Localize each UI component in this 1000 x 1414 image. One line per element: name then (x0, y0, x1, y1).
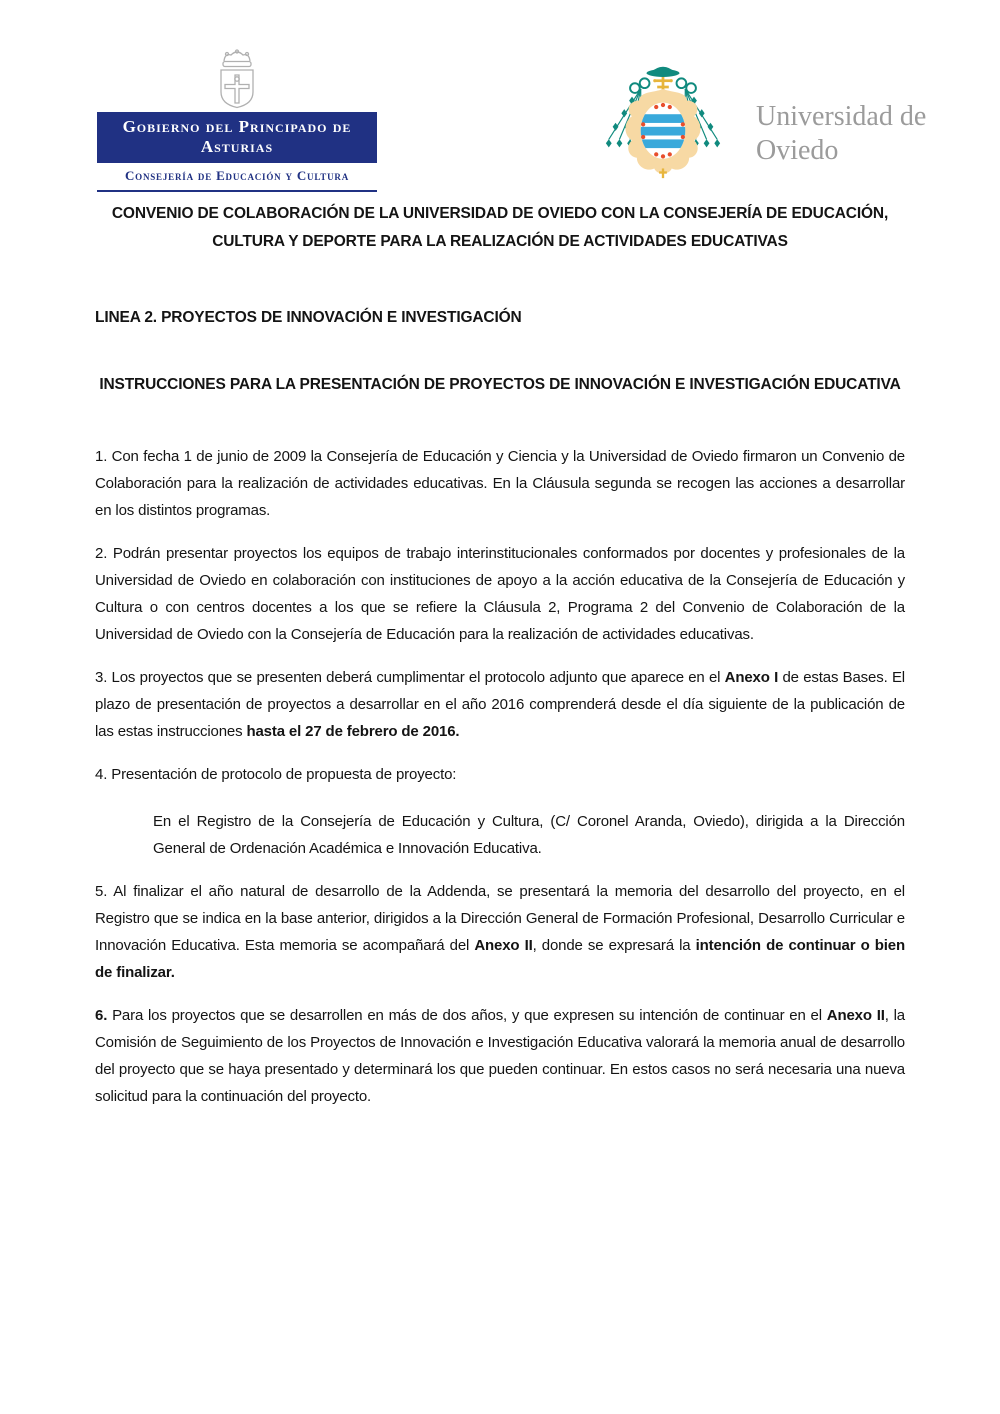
linea-heading: LINEA 2. PROYECTOS DE INNOVACIÓN E INVESTIGACIÓN (95, 309, 522, 326)
paragraph-5 (95, 878, 905, 986)
bold-run-intencion: intención de continuar o bien de finalizar. (95, 937, 905, 981)
asturias-department: Consejería de Educación y Cultura (124, 168, 350, 183)
text-run: de estas Bases. El plazo de presentación de proyectos a desarrollar en el año 2016 comprenderá desde el día siguiente de la publicación de las estas instrucciones (95, 669, 905, 740)
text-run: 5. Al finalizar el año natural de desarrollo de la Addenda, se presentará la memoria del desarrollo del proyecto, en el Registro que se indica en la base anterior, dirigidos a la Dirección General de Formación Profesional, Desarrollo Curricular e Innovación Educativa. Esta memoria se acompañará del (95, 883, 905, 954)
document-title: CONVENIO DE COLABORACIÓN DE LA UNIVERSIDAD DE OVIEDO CON LA CONSEJERÍA DE EDUCACIÓN, CULTURA Y DEPORTE PARA LA REALIZACIÓN DE ACTIVIDADES EDUCATIVAS (111, 205, 889, 250)
text-run: Para los proyectos que se desarrollen en más de dos años, y que expresen su intención de continuar en el (107, 1007, 827, 1024)
paragraph-6 (95, 1002, 905, 1110)
paragraph-1: 1. Con fecha 1 de junio de 2009 la Consejería de Educación y Ciencia y la Universidad de Oviedo firmaron un Convenio de Colaboración para la realización de actividades educativas. En la Cláusula segunda se recogen las acciones a desarrollar en los distintos programas. (95, 448, 905, 519)
paragraph-4-detail: En el Registro de la Consejería de Educación y Cultura, (C/ Coronel Aranda, Oviedo), dirigida a la Dirección General de Ordenación Académica e Innovación Educativa. (153, 813, 905, 857)
paragraph-2: 2. Podrán presentar proyectos los equipos de trabajo interinstitucionales conformados por docentes y profesionales de la Universidad de Oviedo en colaboración con instituciones de apoyo a la acción educativa de la Consejería de Educación y Cultura o con centros docentes a los que se refiere la Cláusula 2, Programa 2 del Convenio de Colaboración de la Universidad de Oviedo con la Consejería de Educación para la realización de actividades educativas. (95, 545, 905, 643)
paragraph-4: 4. Presentación de protocolo de propuesta de proyecto: (95, 766, 457, 783)
oviedo-wordmark-line2: Oviedo (756, 135, 839, 166)
bold-run-number: 6. (95, 1007, 108, 1024)
instrucciones-heading: INSTRUCCIONES PARA LA PRESENTACIÓN DE PROYECTOS DE INNOVACIÓN E INVESTIGACIÓN EDUCATIVA (99, 376, 901, 393)
paragraph-3 (95, 664, 905, 745)
oviedo-crest-icon (600, 60, 726, 182)
bold-run-anexo-i: Anexo I (724, 669, 779, 686)
oviedo-wordmark (756, 100, 926, 168)
bold-run-anexo-ii: Anexo II (826, 1007, 885, 1024)
text-run: 3. Los proyectos que se presenten deberá cumplimentar el protocolo adjunto que aparece en el (95, 669, 725, 686)
bold-run-anexo-ii: Anexo II (474, 937, 533, 954)
asturias-logo (97, 48, 377, 192)
text-run: , la Comisión de Seguimiento de los Proyectos de Innovación e Investigación Educativa valorará la memoria anual de desarrollo del proyecto que se haya presentado y determinará los que pueden continuar. En estos casos no será necesaria una nueva solicitud para la continuación del proyecto. (95, 1007, 905, 1105)
oviedo-wordmark-line1: Universidad de (756, 101, 927, 132)
asturias-banner: Gobierno del Principado de Asturias (97, 112, 377, 163)
bold-run-deadline: hasta el 27 de febrero de 2016. (246, 723, 460, 740)
asturias-rule (97, 190, 377, 192)
asturias-crest-icon (205, 48, 269, 110)
text-run: , donde se expresará la (532, 937, 696, 954)
document-content (95, 200, 905, 1110)
